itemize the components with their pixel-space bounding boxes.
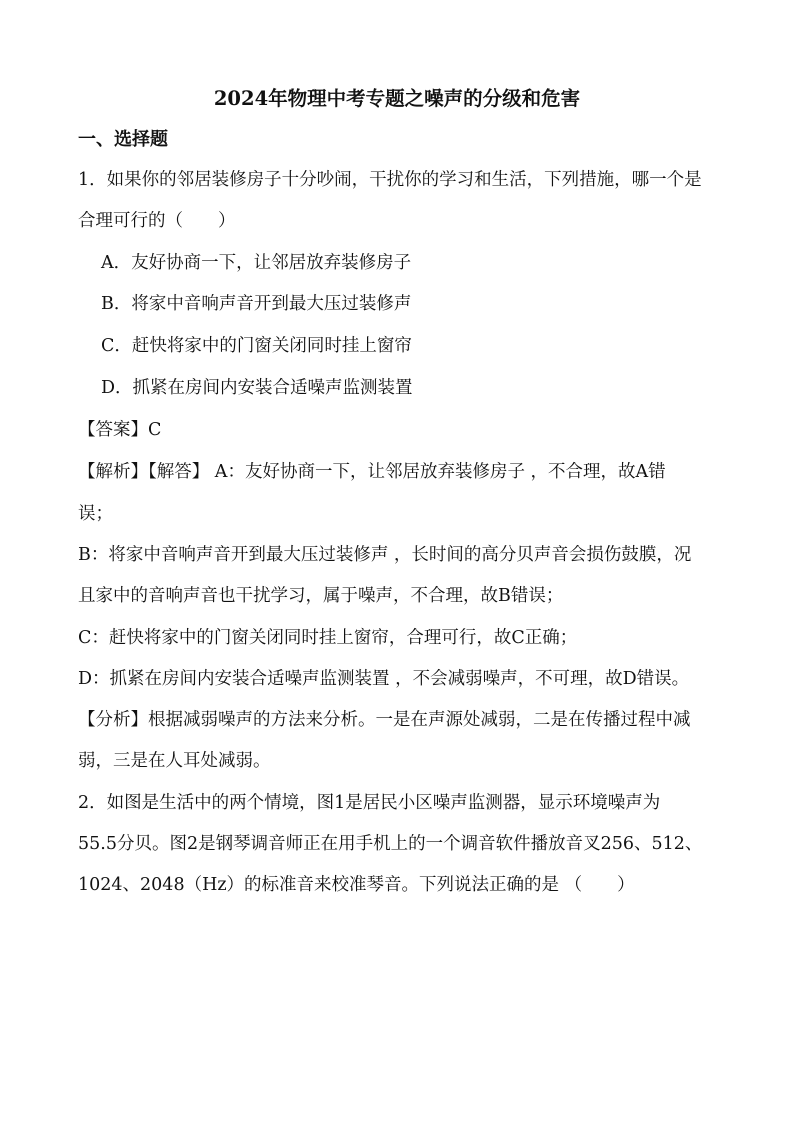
q1-option-a: A．友好协商一下，让邻居放弃装修房子 [101,253,412,273]
document-title: 2024年物理中考专题之噪声的分级和危害 [213,87,581,110]
q1-stem-line-1: 1．如果你的邻居装修房子十分吵闹，干扰你的学习和生活，下列措施，哪一个是 [78,170,702,190]
q1-fenxi-line-1: 【分析】根据减弱噪声的方法来分析。一是在声源处减弱，二是在传播过程中减 [78,710,691,730]
q1-option-c: C．赶快将家中的门窗关闭同时挂上窗帘 [101,336,412,356]
q1-answer: 【答案】C [78,420,162,440]
q1-analysis-line-6: D：抓紧在房间内安装合适噪声监测装置 ，不会减弱噪声，不可理，故D错误。 [78,669,690,689]
q1-analysis-line-2: 误； [78,504,113,524]
q1-analysis-line-1: 【解析】【解答】 A：友好协商一下，让邻居放弃装修房子 ，不合理，故A错 [78,462,666,482]
q2-stem-line-3: 1024、2048（Hz）的标准音来校准琴音。下列说法正确的是 （ ） [78,875,635,895]
q1-option-d: D．抓紧在房间内安装合适噪声监测装置 [101,378,413,398]
q1-analysis-line-3: B：将家中音响声音开到最大压过装修声 ，长时间的高分贝声音会损伤鼓膜，况 [78,545,692,565]
q2-stem-line-2: 55.5分贝。图2是钢琴调音师正在用手机上的一个调音软件播放音叉256、512、 [78,834,703,854]
section-heading: 一、选择题 [78,129,168,150]
q1-stem-line-2: 合理可行的（ ） [78,211,236,231]
q1-analysis-line-5: C：赶快将家中的门窗关闭同时挂上窗帘，合理可行，故C正确； [78,628,578,648]
q1-fenxi-line-2: 弱，三是在人耳处减弱。 [78,751,271,771]
q2-stem-line-1: 2．如图是生活中的两个情境，图1是居民小区噪声监测器，显示环境噪声为 [78,793,661,813]
q1-analysis-line-4: 且家中的音响声音也干扰学习，属于噪声，不合理，故B错误； [78,586,564,606]
q1-option-b: B．将家中音响声音开到最大压过装修声 [101,294,412,314]
